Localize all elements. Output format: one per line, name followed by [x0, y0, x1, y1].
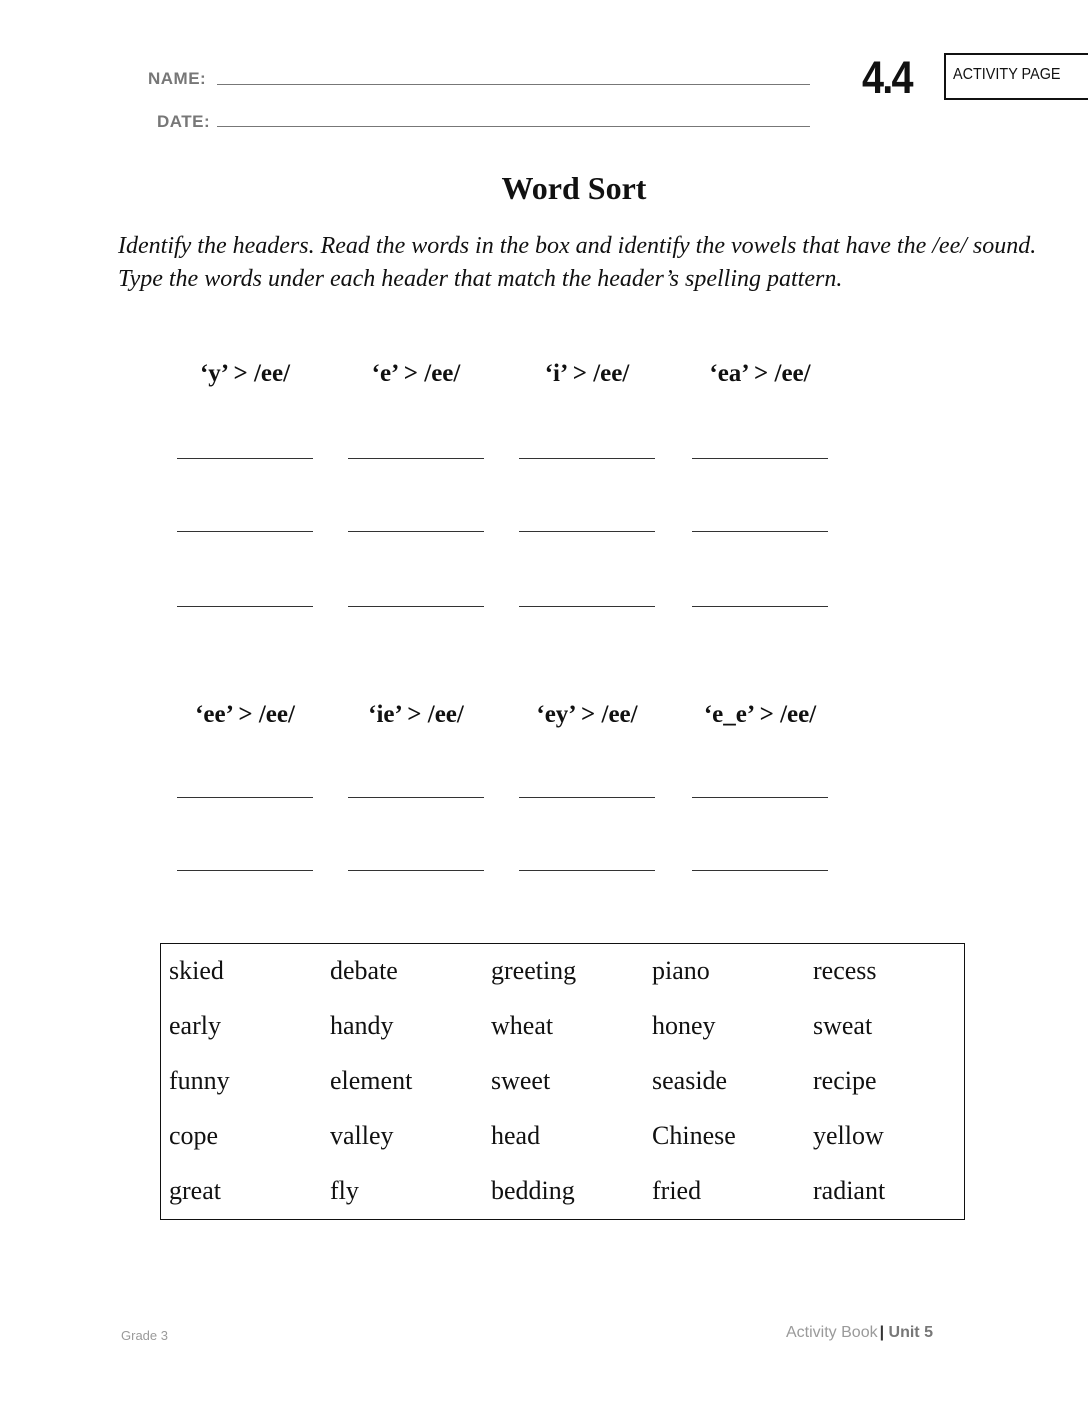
word-bank-item: greeting [491, 956, 577, 985]
word-bank-item: great [169, 1176, 221, 1205]
word-bank-item: honey [652, 1011, 716, 1040]
word-bank-item: seaside [652, 1066, 728, 1095]
answer-blank[interactable] [348, 458, 484, 459]
answer-blank[interactable] [348, 797, 484, 798]
word-bank-item: piano [652, 956, 710, 985]
footer-book-title: Activity Book [786, 1324, 878, 1341]
sort-header: ‘e_e’ > /ee/ [703, 701, 817, 728]
activity-page-label: ACTIVITY PAGE [953, 66, 1061, 83]
word-bank-item: sweat [813, 1011, 873, 1040]
answer-blank[interactable] [177, 870, 313, 871]
answer-blank[interactable] [692, 458, 828, 459]
answer-blank[interactable] [177, 606, 313, 607]
date-label: DATE: [157, 112, 211, 131]
instructions: Identify the headers. Read the words in the box and identify the vowels that have the /ee/ sound. Type the words under each header that match the header’s spelling pattern. [118, 233, 1037, 292]
answer-blank[interactable] [519, 797, 655, 798]
word-bank-item: radiant [813, 1176, 886, 1205]
page-title: Word Sort [501, 170, 647, 206]
answer-blank[interactable] [519, 458, 655, 459]
footer-unit: Unit 5 [888, 1324, 933, 1341]
footer-grade: Grade 3 [121, 1328, 168, 1343]
word-bank-item: skied [169, 956, 224, 985]
word-bank-item: bedding [491, 1176, 575, 1205]
word-bank-item: head [491, 1121, 541, 1150]
word-bank-item: element [330, 1066, 413, 1095]
answer-blank[interactable] [348, 870, 484, 871]
name-field[interactable] [217, 84, 810, 85]
word-bank-item: fried [652, 1176, 702, 1205]
footer-separator: | [879, 1324, 885, 1341]
footer-book-info [786, 1324, 933, 1342]
word-bank-item: valley [330, 1121, 394, 1150]
sort-header: ‘e’ > /ee/ [371, 360, 461, 387]
sort-header: ‘ie’ > /ee/ [368, 701, 464, 728]
word-bank-item: sweet [491, 1066, 551, 1095]
sort-header: ‘ee’ > /ee/ [195, 701, 295, 728]
answer-blank[interactable] [177, 797, 313, 798]
word-bank-item: Chinese [652, 1121, 736, 1150]
sort-header: ‘ey’ > /ee/ [536, 701, 638, 728]
sort-header: ‘ea’ > /ee/ [709, 360, 811, 387]
word-bank-item: yellow [813, 1121, 884, 1150]
word-bank [160, 943, 965, 1220]
answer-blank[interactable] [177, 458, 313, 459]
answer-blank[interactable] [177, 531, 313, 532]
word-bank-item: recess [813, 956, 877, 985]
word-bank-item: wheat [491, 1011, 554, 1040]
sort-header: ‘i’ > /ee/ [544, 360, 630, 387]
word-bank-item: fly [330, 1176, 359, 1205]
answer-blank[interactable] [692, 797, 828, 798]
word-bank-item: funny [169, 1066, 230, 1095]
answer-blank[interactable] [692, 870, 828, 871]
date-field[interactable] [217, 126, 810, 127]
word-bank-item: handy [330, 1011, 394, 1040]
word-bank-item: recipe [813, 1066, 877, 1095]
answer-blank[interactable] [348, 531, 484, 532]
answer-blank[interactable] [519, 606, 655, 607]
sort-header: ‘y’ > /ee/ [199, 360, 291, 387]
answer-blank[interactable] [519, 870, 655, 871]
word-bank-item: early [169, 1011, 221, 1040]
answer-blank[interactable] [348, 606, 484, 607]
page-number: 4.4 [862, 52, 912, 103]
answer-blank[interactable] [692, 531, 828, 532]
name-label: NAME: [148, 69, 207, 88]
word-bank-item: debate [330, 956, 398, 985]
answer-blank[interactable] [692, 606, 828, 607]
answer-blank[interactable] [519, 531, 655, 532]
word-bank-item: cope [169, 1121, 219, 1150]
